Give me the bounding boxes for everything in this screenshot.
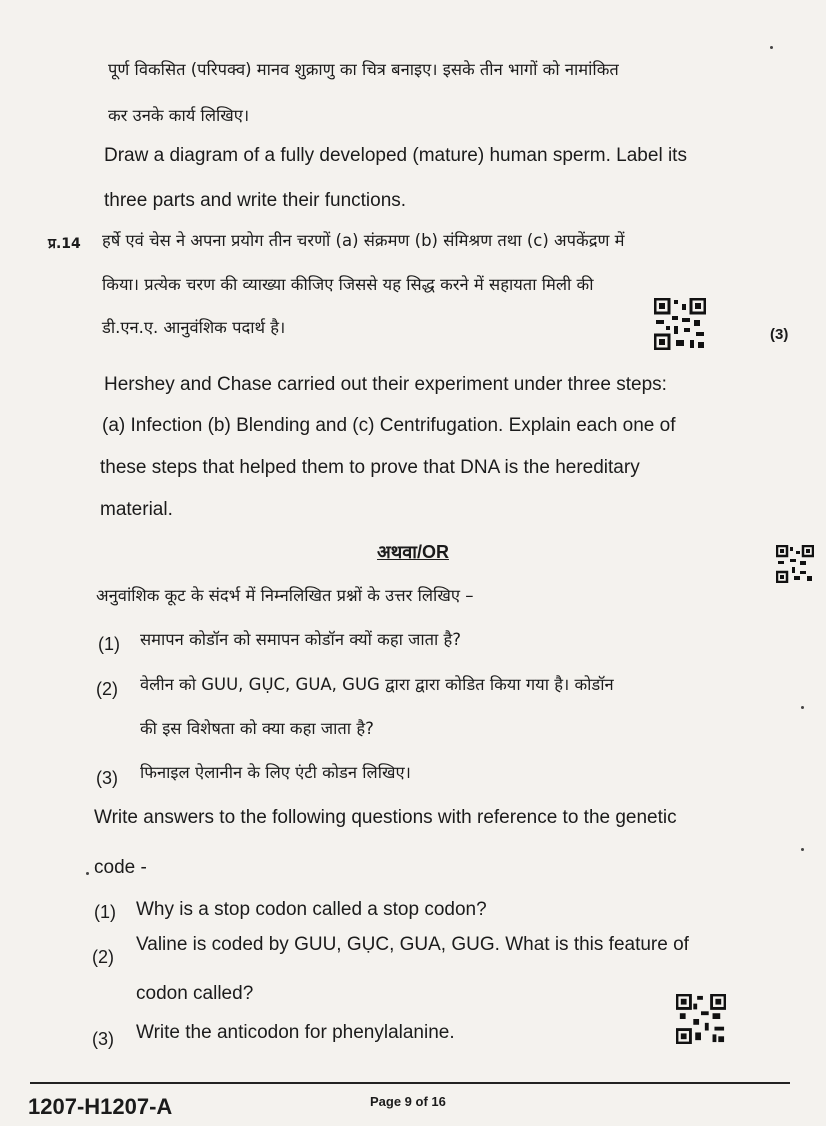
page-number: Page 9 of 16 — [370, 1094, 446, 1109]
marks: (3) — [770, 326, 789, 343]
scan-speck — [801, 706, 804, 709]
q14-hindi-line-2: किया। प्रत्येक चरण की व्याख्या कीजिए जिससे यह सिद्ध करने में सहायता मिली की — [102, 275, 594, 294]
alt-hindi-item-1-text: समापन कोडॉन को समापन कोडॉन क्यों कहा जाता है? — [140, 630, 462, 649]
q13-hindi-line-1: पूर्ण विकसित (परिपक्व) मानव शुक्राणु का चित्र बनाइए। इसके तीन भागों को नामांकित — [108, 60, 619, 79]
alt-english-item-3-number: (3) — [92, 1029, 114, 1049]
alt-hindi-item-3-number: (3) — [96, 768, 118, 788]
q14-english-line-3: these steps that helped them to prove that DNA is the hereditary — [100, 457, 640, 478]
q13-english-line-2: three parts and write their functions. — [104, 190, 407, 211]
scan-speck — [801, 848, 804, 851]
q13-hindi-line-2: कर उनके कार्य लिखिए। — [108, 106, 250, 125]
q14-english-line-2: (a) Infection (b) Blending and (c) Centrifugation. Explain each one of — [102, 415, 676, 436]
alt-english-item-2-text-line-2: codon called? — [136, 983, 254, 1004]
alt-hindi-item-3-text: फिनाइल ऐलानीन के लिए एंटी कोडन लिखिए। — [140, 763, 411, 782]
qr-code-icon-side — [776, 545, 814, 583]
question-number: प्र.14 — [48, 236, 81, 252]
q14-hindi-line-1: हर्षे एवं चेस ने अपना प्रयोग तीन चरणों (a) संक्रमण (b) संमिश्रण तथा (c) अपकेंद्रण में — [102, 231, 625, 250]
alt-english-item-2-text-line-1: Valine is coded by GUU, GỤC, GUA, GUG. What is this feature of — [136, 934, 689, 955]
scan-speck — [86, 872, 89, 875]
alt-english-intro-line-1: Write answers to the following questions with reference to the genetic — [94, 807, 677, 828]
q14-hindi-line-3: डी.एन.ए. आनुवंशिक पदार्थ है। — [102, 318, 286, 337]
alt-hindi-item-2-text-line-2: की इस विशेषता को क्या कहा जाता है? — [140, 719, 374, 738]
alt-english-item-1-number: (1) — [94, 902, 116, 922]
paper-code: 1207-H1207-A — [28, 1094, 173, 1119]
or-heading: अथवा/OR — [377, 542, 449, 562]
footer-divider — [30, 1082, 790, 1084]
scan-speck — [770, 46, 773, 49]
q13-english-line-1: Draw a diagram of a fully developed (mature) human sperm. Label its — [104, 145, 687, 166]
alt-english-item-3-text: Write the anticodon for phenylalanine. — [136, 1022, 455, 1043]
qr-code-icon-bottom — [676, 994, 726, 1044]
alt-hindi-item-2-text-line-1: वेलीन को GUU, GỤC, GUA, GUG द्वारा द्वारा कोडित किया गया है। कोडॉन — [140, 675, 614, 694]
alt-hindi-item-1-number: (1) — [98, 634, 120, 654]
alt-hindi-intro: अनुवांशिक कूट के संदर्भ में निम्नलिखित प्रश्नों के उत्तर लिखिए – — [96, 586, 474, 605]
alt-english-item-1-text: Why is a stop codon called a stop codon? — [136, 899, 487, 920]
q14-english-line-4: material. — [100, 499, 173, 520]
q14-english-line-1: Hershey and Chase carried out their experiment under three steps: — [104, 374, 667, 395]
alt-hindi-item-2-number: (2) — [96, 679, 118, 699]
alt-english-item-2-number: (2) — [92, 947, 114, 967]
alt-english-intro-line-2: code - — [94, 857, 147, 878]
qr-code-icon — [654, 298, 706, 350]
